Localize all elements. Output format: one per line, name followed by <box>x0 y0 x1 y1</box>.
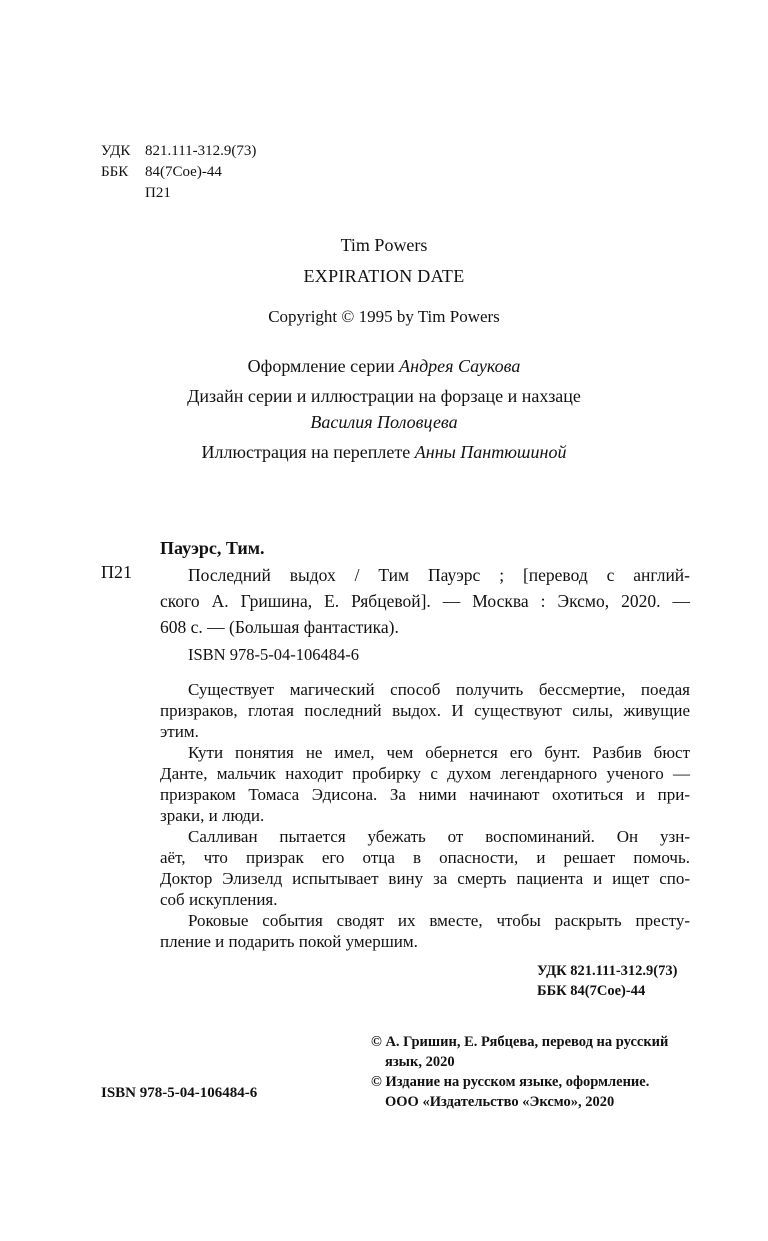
footer-udk: УДК 821.111-312.9(73) <box>537 963 678 979</box>
credit-series-design-prefix: Оформление серии <box>247 356 395 376</box>
annotation-line: призраков, глотая последний выдох. И существуют силы, живущие <box>160 701 690 720</box>
catalog-description <box>160 562 690 640</box>
annotation-line: Кути понятия не имел, чем обернется его бунт. Разбив бюст <box>188 743 690 762</box>
annotation-line: этим. <box>160 722 199 741</box>
udk-label: УДК <box>101 143 131 159</box>
annotation-line: Доктор Элизелд испытывает вину за смерть пациента и ищет спо- <box>160 869 690 888</box>
bottom-isbn: ISBN 978-5-04-106484-6 <box>101 1085 258 1101</box>
catalog-line-2: ского А. Гришина, Е. Рябцевой]. — Москва : Эксмо, 2020. — <box>160 591 690 611</box>
annotation-line: Существует магический способ получить бессмертие, поедая <box>188 680 690 699</box>
annotation-paragraph-3 <box>160 826 690 910</box>
rights-2-line-2: ООО «Издательство «Эксмо», 2020 <box>385 1094 615 1110</box>
annotation-line: аёт, что призрак его отца в опасности, и решает помочь. <box>160 848 690 867</box>
annotation-line: Салливан пытается убежать от воспоминаний. Он узн- <box>188 827 690 846</box>
annotation <box>160 679 690 952</box>
credit-series-design-name: Андрея Саукова <box>399 356 521 376</box>
annotation-line: пление и подарить покой умершим. <box>160 932 418 951</box>
udk-row <box>101 141 361 162</box>
annotation-line: Роковые события сводят их вместе, чтобы раскрыть престу- <box>188 911 690 930</box>
original-title: EXPIRATION DATE <box>303 266 465 286</box>
annotation-paragraph-1 <box>160 679 690 742</box>
credit-cover-name: Анны Пантюшиной <box>414 442 567 462</box>
annotation-line: Данте, мальчик находит пробирку с духом легендарного ученого — <box>160 764 690 783</box>
annotation-line: призраком Томаса Эдисона. За ними начинают охотиться и при- <box>160 785 690 804</box>
bbk-label: ББК <box>101 164 129 180</box>
header-codes <box>101 141 361 204</box>
credit-design-illustr <box>0 386 768 407</box>
rights-1-line-1: © А. Гришин, Е. Рябцева, перевод на русский <box>371 1034 669 1050</box>
catalog-isbn: ISBN 978-5-04-106484-6 <box>188 645 359 664</box>
credit-cover <box>0 442 768 463</box>
author-mark-row <box>101 183 361 204</box>
udk-value: 821.111-312.9(73) <box>145 143 257 159</box>
footer-codes <box>537 961 677 1001</box>
annotation-line: зраки, и люди. <box>160 806 265 825</box>
catalog-line-1: Последний выдох / Тим Пауэрс ; [перевод с англий- <box>188 565 690 585</box>
footer-bbk: ББК 84(7Сое)-44 <box>537 983 646 999</box>
credit-series-design <box>0 356 768 377</box>
original-author: Tim Powers <box>340 235 428 255</box>
catalog-line-3: 608 с. — (Большая фантастика). <box>160 617 399 637</box>
annotation-paragraph-4 <box>160 910 690 952</box>
rights-block <box>371 1032 668 1112</box>
author-mark: П21 <box>145 185 171 201</box>
annotation-line: соб искупления. <box>160 890 278 909</box>
bbk-row <box>101 162 361 183</box>
credit-cover-prefix: Иллюстрация на переплете <box>201 442 411 462</box>
credit-design-illustr-name: Василия Половцева <box>310 412 458 432</box>
copyright-line: Copyright © 1995 by Tim Powers <box>268 307 500 326</box>
annotation-paragraph-2 <box>160 742 690 826</box>
catalog-mark: П21 <box>101 562 132 582</box>
rights-2-line-1: © Издание на русском языке, оформление. <box>371 1074 650 1090</box>
credit-design-illustr-prefix: Дизайн серии и иллюстрации на форзаце и нахзаце <box>187 386 581 406</box>
rights-1-line-2: язык, 2020 <box>385 1054 455 1070</box>
catalog-author-heading: Пауэрс, Тим. <box>160 538 265 558</box>
bbk-value: 84(7Сое)-44 <box>145 164 222 180</box>
